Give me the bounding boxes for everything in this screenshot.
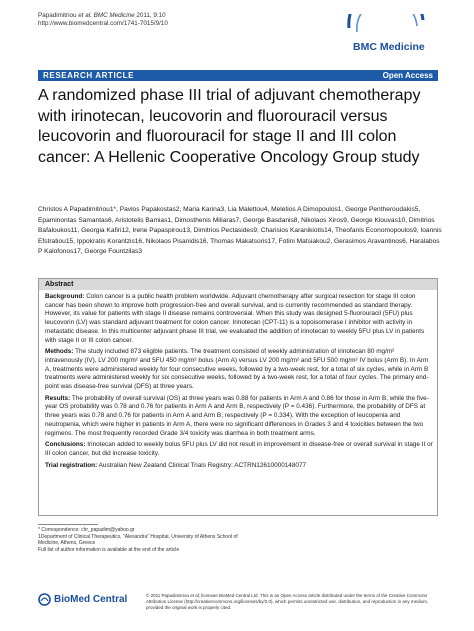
footnote-block (38, 527, 238, 553)
trial-label: Trial registration: (45, 461, 98, 469)
license-text: © 2011 Papadimitriou et al; licensee BioMed Central Ltd. This is an Open Access article distributed under the terms of the Creative Commons Attribution License (http://creativecommons.org/licenses/by/2.0), which permits unrestricted use, distribution, and reproduction in any medium, provided the original work is properly cited. (146, 593, 429, 610)
trial-text: Australian New Zealand Clinical Trials Registry: ACTRN12610000148077 (97, 461, 307, 469)
abstract-methods (45, 348, 433, 392)
methods-label: Methods: (45, 348, 74, 356)
correspondence-line: * Correspondence: chr_papadim@yahoo.gr (38, 527, 135, 533)
citation-etal: et al. (78, 12, 92, 19)
article-type-label: RESEARCH ARTICLE (43, 71, 135, 80)
biomed-central-text: BioMed Central (54, 594, 128, 605)
abstract-trial-registration (45, 462, 433, 471)
background-text: Colon cancer is a public health problem worldwide. Adjuvant chemotherapy after surgical resection for stage III colon cancer has been shown to improve both progression-free and overall survival, and is currently recommended as standard therapy. However, its value for patients with stage II disease remains controversial. When this study was designed 5-fluorouracil (5FU) plus leucovorin (LV) was standard adjuvant treatment for colon cancer. Irinotecan (CPT-11) is a topoisomerase I inhibitor with activity in metastatic disease. In this multicenter adjuvant phase III trial, we evaluated the addition of irinotecan to weekly 5FU plus LV in patients with stage II or III colon cancer. (45, 293, 425, 344)
citation-journal: BMC Medicine (93, 12, 135, 19)
biomed-central-mark-icon (38, 593, 51, 606)
affiliation-line: 1Department of Clinical Therapeutics, "Alexandra" Hospital, University of Athens School of Medicine, Athens, Greece (38, 533, 238, 547)
abstract-conclusions (45, 441, 433, 458)
results-text: The probability of overall survival (OS) at three years was 0.88 for patients in Arm A and 0.86 for those in Arm B, while the five-year OS probability was 0.78 and 0.76 for patients in Arm A and Arm B, respectively (P = 0.436). Furthermore, the probability of DFS at three years was 0.78 and 0.76 for patients in Arm A and Arm B, respectively (P = 0.334). With the exception of leucopenia and neutropenia, which were higher in patients in Arm A, there were no significant differences in Grades 3 and 4 toxicities between the two regimens. The most frequently recorded Grade 3/4 toxicity was diarrhea in both treatment arms. (45, 394, 429, 437)
author-info-note: Full list of author information is available at the end of the article (38, 546, 180, 553)
abstract-heading: Abstract (45, 281, 74, 288)
paper-title: A randomized phase III trial of adjuvant chemotherapy with irinotecan, leucovorin and fluorouracil versus leucovorin and fluorouracil for stage II and III colon cancer: A Hellenic Cooperative Oncology Group study (38, 87, 421, 166)
conclusions-text: Irinotecan added to weekly bolus 5FU plus LV did not result in improvement in disease-free or overall survival in stage II or III colon cancer, but did increase toxicity. (45, 441, 433, 457)
open-access-label: Open Access (382, 71, 433, 80)
results-label: Results: (45, 394, 71, 402)
background-label: Background: (45, 293, 85, 300)
conclusions-label: Conclusions: (45, 441, 86, 449)
article-type-band (38, 70, 438, 81)
citation-block (38, 12, 168, 28)
footnote-rule (38, 524, 98, 525)
citation-url[interactable]: http://www.biomedcentral.com/1741-7015/9/10 (38, 20, 168, 28)
biomed-central-logo (38, 592, 128, 608)
abstract-body (45, 293, 433, 473)
abstract-background (45, 293, 433, 345)
methods-text: The study included 873 eligible patients. The treatment consisted of weekly administration of irinotecan 80 mg/m² intravenously (IV), LV 200 mg/m² and 5FU 450 mg/m² bolus (Arm A) versus LV 200 mg/m² and 5FU 500 mg/m² IV bolus (Arm B). In Arm A, treatments were administered weekly for four consecutive weeks, followed by a two-week rest, for a total of six cycles, while in Arm B treatments were administered weekly for six consecutive weeks, followed by a two-week rest, for a total of four cycles. The primary end-point was disease-free survival (DFS) at three years. (45, 348, 429, 391)
citation-authors: Papadimitriou (38, 12, 79, 19)
citation-line (38, 12, 168, 20)
abstract-box (38, 278, 438, 516)
author-list: Christos A Papadimitriou1*, Pavlos Papakostas2, Maria Karina3, Lia Malettou4, Meletios A Dimopoulos1, George Pentheroudakis5, Epaminontas Samantas6, Aristotelis Bamias1, Dimosthenis Miliaras7, George Basdanis8, Nikolaos Xiros9, George Klouvas10, Dimitrios Bafaloukos11, Georgia Kafiri12, Irene Papaspirou13, Dimitrios Pectasides9, Charisios Karanikiotis14, Theofanis Economopoulos9, Ioannis Efstratiou15, Ippokratis Korantzis16, Nikolaos Pisanidis16, Thomas Makatsoris17, Fotini Matsiakou2, Gerasimos Aravantinos6, Haralabos P Kalofonos17, George Fountzilas3 (38, 206, 442, 255)
citation-year-volume: 2011, 9:10 (134, 12, 166, 19)
bmc-medicine-logo-text: BMC Medicine (353, 41, 425, 53)
abstract-header (39, 279, 437, 290)
abstract-results (45, 395, 433, 439)
